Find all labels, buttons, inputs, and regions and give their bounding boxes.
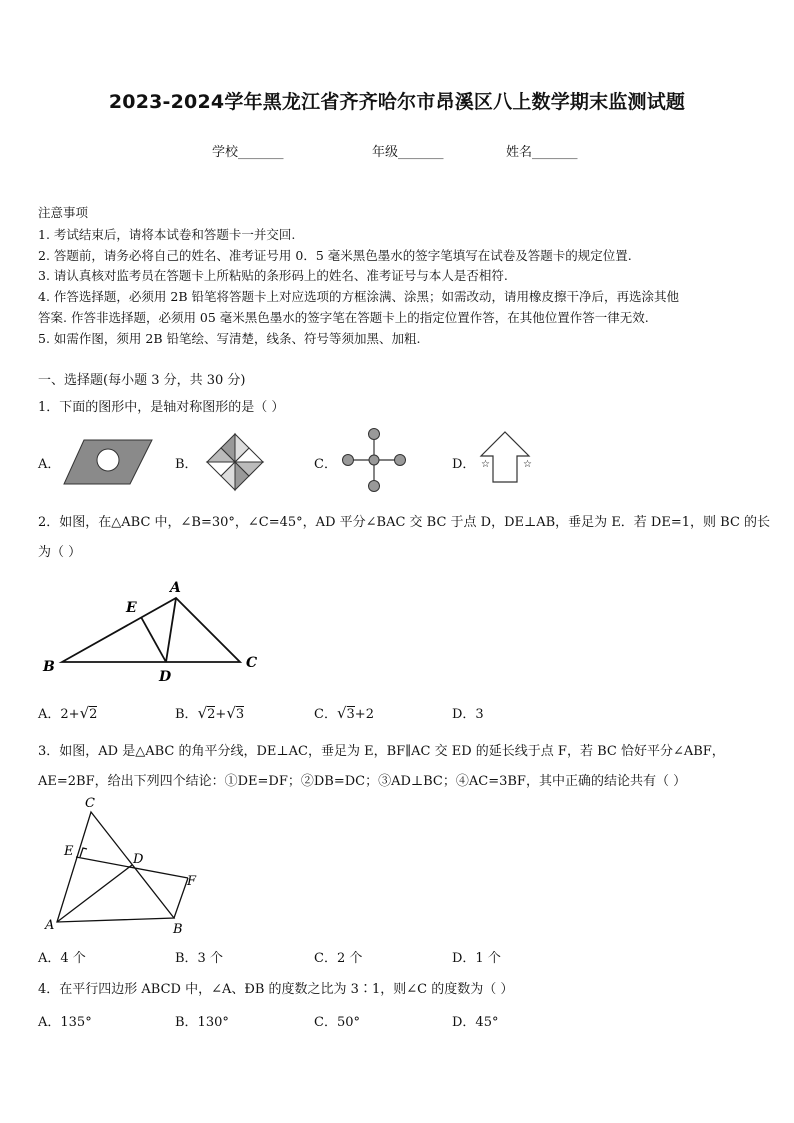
q1-option-b-label: B．: [175, 457, 198, 472]
q4-option-c: C．50°: [314, 1015, 360, 1030]
question-4-stem: 4．在平行四边形 ABCD 中，∠A、ÐB 的度数之比为 3∶1，则∠C 的度数为（ ）: [38, 982, 514, 997]
q3-option-b: B．3 个: [175, 951, 223, 966]
q4-option-b: B．130°: [175, 1015, 229, 1030]
notice-item: 2. 答题前，请务必将自己的姓名、准考证号用 0．5 毫米黑色墨水的签字笔填写在试卷及答题卡的规定位置.: [38, 248, 632, 263]
q2-option-a-radicand: 2: [89, 707, 98, 722]
arrow-figure: [477, 429, 537, 485]
q2-option-d: D．3: [452, 707, 484, 722]
notice-heading: 注意事项: [38, 205, 89, 220]
page-title: 2023-2024学年黑龙江省齐齐哈尔市昂溪区八上数学期末监测试题: [108, 91, 686, 113]
q4-option-a: A．135°: [38, 1015, 92, 1030]
radical-icon: √: [197, 704, 208, 722]
pinwheel-figure: [204, 431, 266, 493]
label-f: F: [187, 874, 197, 889]
q3-option-a: A．4 个: [38, 951, 86, 966]
svg-text:☆: ☆: [523, 459, 532, 470]
radical-icon: √: [226, 704, 236, 722]
question-2-stem-line1: 2．如图，在△ABC 中，∠B=30°，∠C=45°，AD 平分∠BAC 交 BC 于点 D，DE⊥AB，垂足为 E．若 DE=1，则 BC 的长: [38, 515, 771, 530]
q2-option-c-prefix: C．: [314, 707, 337, 722]
radical-icon: √: [336, 704, 347, 722]
label-d: D: [159, 669, 172, 685]
q1-option-c-label: C．: [314, 457, 337, 472]
question-1-stem: 1．下面的图形中，是轴对称图形的是（ ）: [38, 400, 285, 415]
question-3-stem-line1: 3．如图，AD 是△ABC 的角平分线，DE⊥AC，垂足为 E，BF∥AC 交 ED 的延长线于点 F，若 BC 恰好平分∠ABF，: [38, 744, 725, 759]
q3-option-c: C．2 个: [314, 951, 363, 966]
label-a: A: [170, 580, 181, 596]
q1-option-d-label: D．: [452, 457, 476, 472]
notice-item: 4. 作答选择题，必须用 2B 铅笔将答题卡上对应选项的方框涂满、涂黑；如需改动，请用橡皮擦干净后，再选涂其他: [38, 289, 679, 304]
question-2-stem-line2: 为（ ）: [38, 545, 82, 560]
q2-option-b-radicand1: 2: [207, 707, 216, 722]
triangle-abc-figure: [40, 574, 270, 686]
label-b: B: [173, 922, 183, 935]
label-a: A: [45, 918, 55, 933]
q2-option-b-radicand2: 3: [235, 707, 245, 722]
school-field: 学校_______: [212, 145, 284, 160]
q1-option-a-label: A．: [38, 457, 61, 472]
q2-option-b-plus: +: [215, 707, 227, 722]
label-d: D: [133, 852, 144, 867]
name-field: 姓名_______: [506, 145, 578, 160]
q2-option-b: [175, 703, 244, 722]
parallelogram-figure: [62, 438, 154, 486]
triangle-bisector-figure: [40, 795, 210, 935]
notice-item: 3. 请认真核对监考员在答题卡上所粘贴的条形码上的姓名、准考证号与本人是否相符.: [38, 268, 508, 283]
q4-option-d: D．45°: [452, 1015, 499, 1030]
radical-icon: √: [79, 704, 90, 722]
label-e: E: [126, 600, 137, 616]
label-c: C: [85, 796, 95, 811]
q2-option-b-prefix: B．: [175, 707, 198, 722]
section-heading: 一、选择题(每小题 3 分，共 30 分): [38, 373, 246, 388]
q2-option-c-suffix: +2: [354, 707, 374, 722]
question-3-stem-line2: AE=2BF，给出下列四个结论：①DE=DF；②DB=DC；③AD⊥BC；④AC=3BF，其中正确的结论共有（ ）: [38, 774, 687, 789]
notice-item: 5. 如需作图，须用 2B 铅笔绘、写清楚，线条、符号等须加黑、加粗.: [38, 331, 421, 346]
q2-option-c: [314, 703, 374, 722]
q2-option-a-prefix: A．2+: [38, 707, 80, 722]
label-b: B: [43, 659, 55, 675]
notice-item: 答案. 作答非选择题，必须用 05 毫米黑色墨水的签字笔在答题卡上的指定位置作答，在其他位置作答一律无效.: [38, 310, 649, 325]
svg-text:☆: ☆: [481, 459, 490, 470]
q2-option-a: [38, 703, 97, 722]
notice-item: 1. 考试结束后，请将本试卷和答题卡一并交回.: [38, 227, 296, 242]
q2-option-c-radicand: 3: [346, 707, 355, 722]
label-c: C: [246, 655, 258, 671]
label-e: E: [64, 844, 74, 859]
cross-dots-figure: [338, 427, 410, 493]
q3-option-d: D．1 个: [452, 951, 501, 966]
grade-field: 年级_______: [372, 145, 444, 160]
